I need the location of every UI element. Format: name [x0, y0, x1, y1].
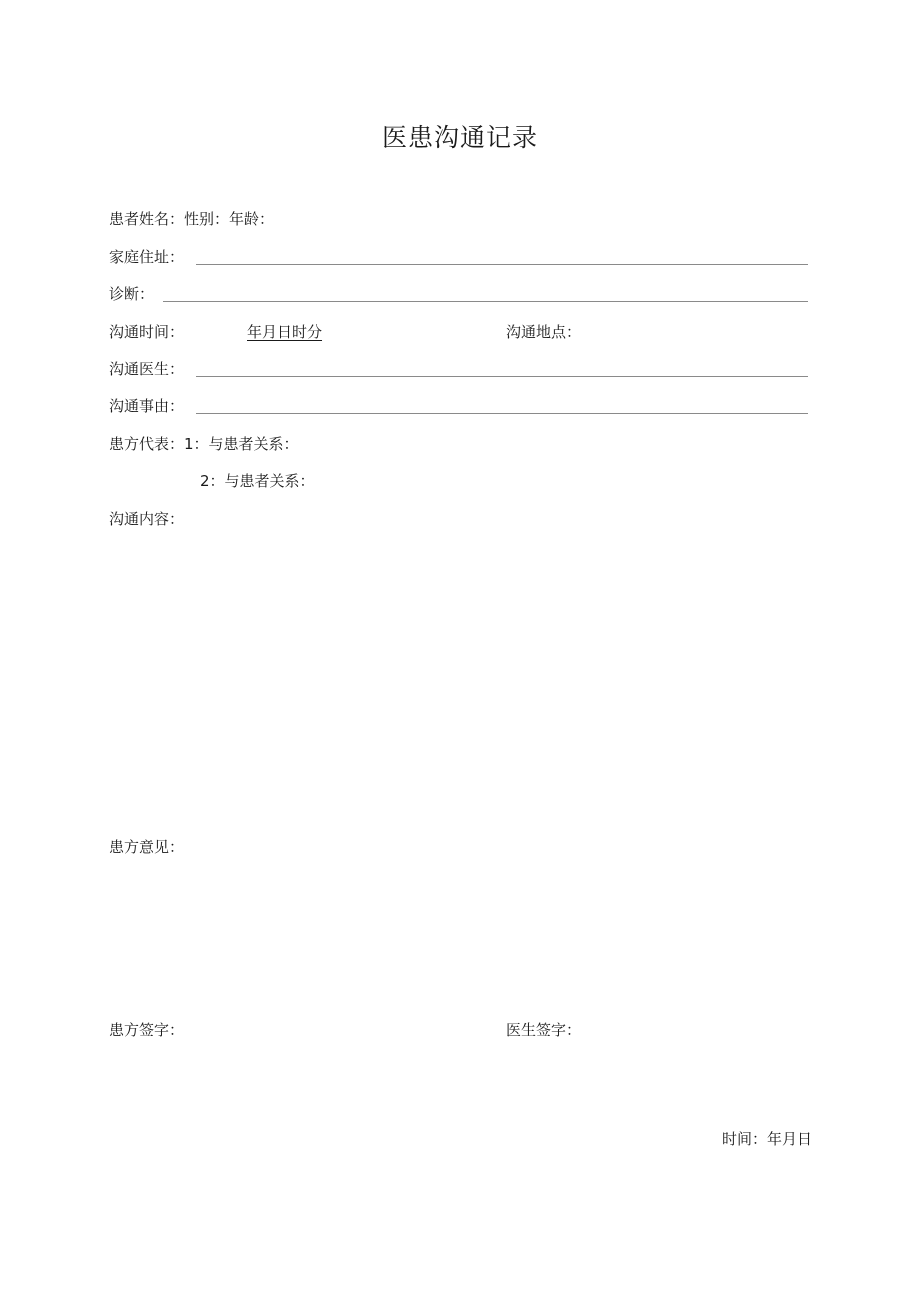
address-label: 家庭住址：	[109, 248, 185, 266]
date-label: 时间：年月日	[721, 1130, 812, 1148]
doctor-label: 沟通医生：	[109, 360, 185, 378]
patient-opinion-label: 患方意见：	[109, 838, 185, 856]
representative-2-label: 2：与患者关系：	[200, 472, 315, 490]
comm-time-label: 沟通时间：	[109, 323, 185, 341]
patient-signature-label: 患方签字：	[109, 1021, 185, 1039]
comm-place-label: 沟通地点：	[506, 323, 582, 341]
page-title: 医患沟通记录	[381, 123, 538, 152]
diagnosis-blank-line[interactable]	[163, 301, 808, 302]
doctor-signature-label: 医生签字：	[506, 1021, 582, 1039]
reason-blank-line[interactable]	[196, 413, 808, 414]
reason-label: 沟通事由：	[109, 397, 185, 415]
diagnosis-label: 诊断：	[109, 285, 155, 303]
comm-time-value[interactable]: 年月日时分	[247, 323, 323, 341]
representative-1-label: 患方代表：1：与患者关系：	[109, 435, 299, 453]
doctor-blank-line[interactable]	[196, 376, 808, 377]
patient-info-label: 患者姓名：性别：年龄：	[109, 210, 275, 228]
content-label: 沟通内容：	[109, 510, 185, 528]
address-blank-line[interactable]	[196, 264, 808, 265]
